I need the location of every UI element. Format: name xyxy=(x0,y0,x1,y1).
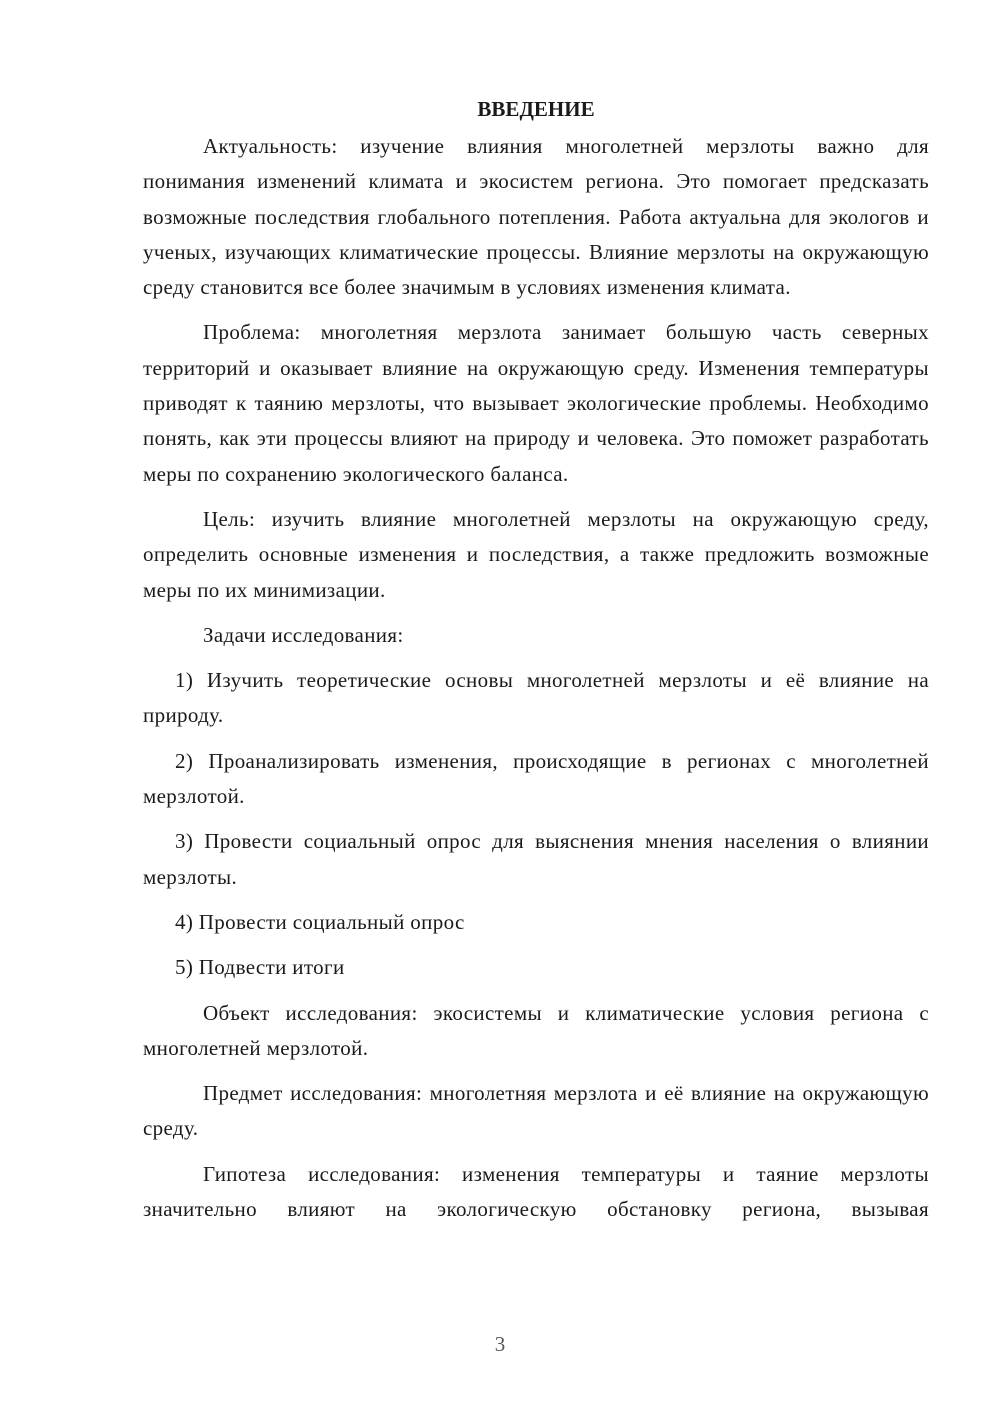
task-item-3: 3) Провести социальный опрос для выяснения мнения населения о влиянии мерзлоты. xyxy=(143,829,929,889)
task-item-1: 1) Изучить теоретические основы многолетней мерзлоты и её влияние на природу. xyxy=(143,668,929,728)
task-item-5: 5) Подвести итоги xyxy=(175,955,345,980)
problem-paragraph: Проблема: многолетняя мерзлота занимает большую часть северных территорий и оказывает влияние на окружающую среду. Изменения температуры приводят к таянию мерзлоты, что вызывает экологические проблемы. Необходимо понять, как эти процессы влияют на природу и человека. Это поможет разработать меры по сохранению экологического баланса. xyxy=(143,320,929,486)
page-number: 3 xyxy=(494,1332,506,1356)
goal-paragraph: Цель: изучить влияние многолетней мерзлоты на окружающую среду, определить основные изменения и последствия, а также предложить возможные меры по их минимизации. xyxy=(143,506,929,602)
relevance-paragraph: Актуальность: изучение влияния многолетней мерзлоты важно для понимания изменений климата и экосистем региона. Это помогает предсказать возможные последствия глобального потепления. Работа актуальна для экологов и ученых, изучающих климатические процессы. Влияние мерзлоты на окружающую среду становится все более значимым в условиях изменения климата. xyxy=(143,134,929,300)
subject-paragraph: Предмет исследования: многолетняя мерзлота и её влияние на окружающую среду. xyxy=(143,1081,929,1141)
object-paragraph: Объект исследования: экосистемы и климатические условия региона с многолетней мерзлотой. xyxy=(143,1000,929,1060)
tasks-heading: Задачи исследования: xyxy=(203,622,404,647)
task-item-2: 2) Проанализировать изменения, происходящие в регионах с многолетней мерзлотой. xyxy=(143,748,929,809)
task-item-4: 4) Провести социальный опрос xyxy=(175,909,465,934)
page-title: ВВЕДЕНИЕ xyxy=(477,97,595,121)
hypothesis-paragraph: Гипотеза исследования: изменения температуры и таяние мерзлоты значительно влияют на экологическую обстановку региона, вызывая xyxy=(143,1161,929,1222)
document-page xyxy=(143,92,929,1237)
